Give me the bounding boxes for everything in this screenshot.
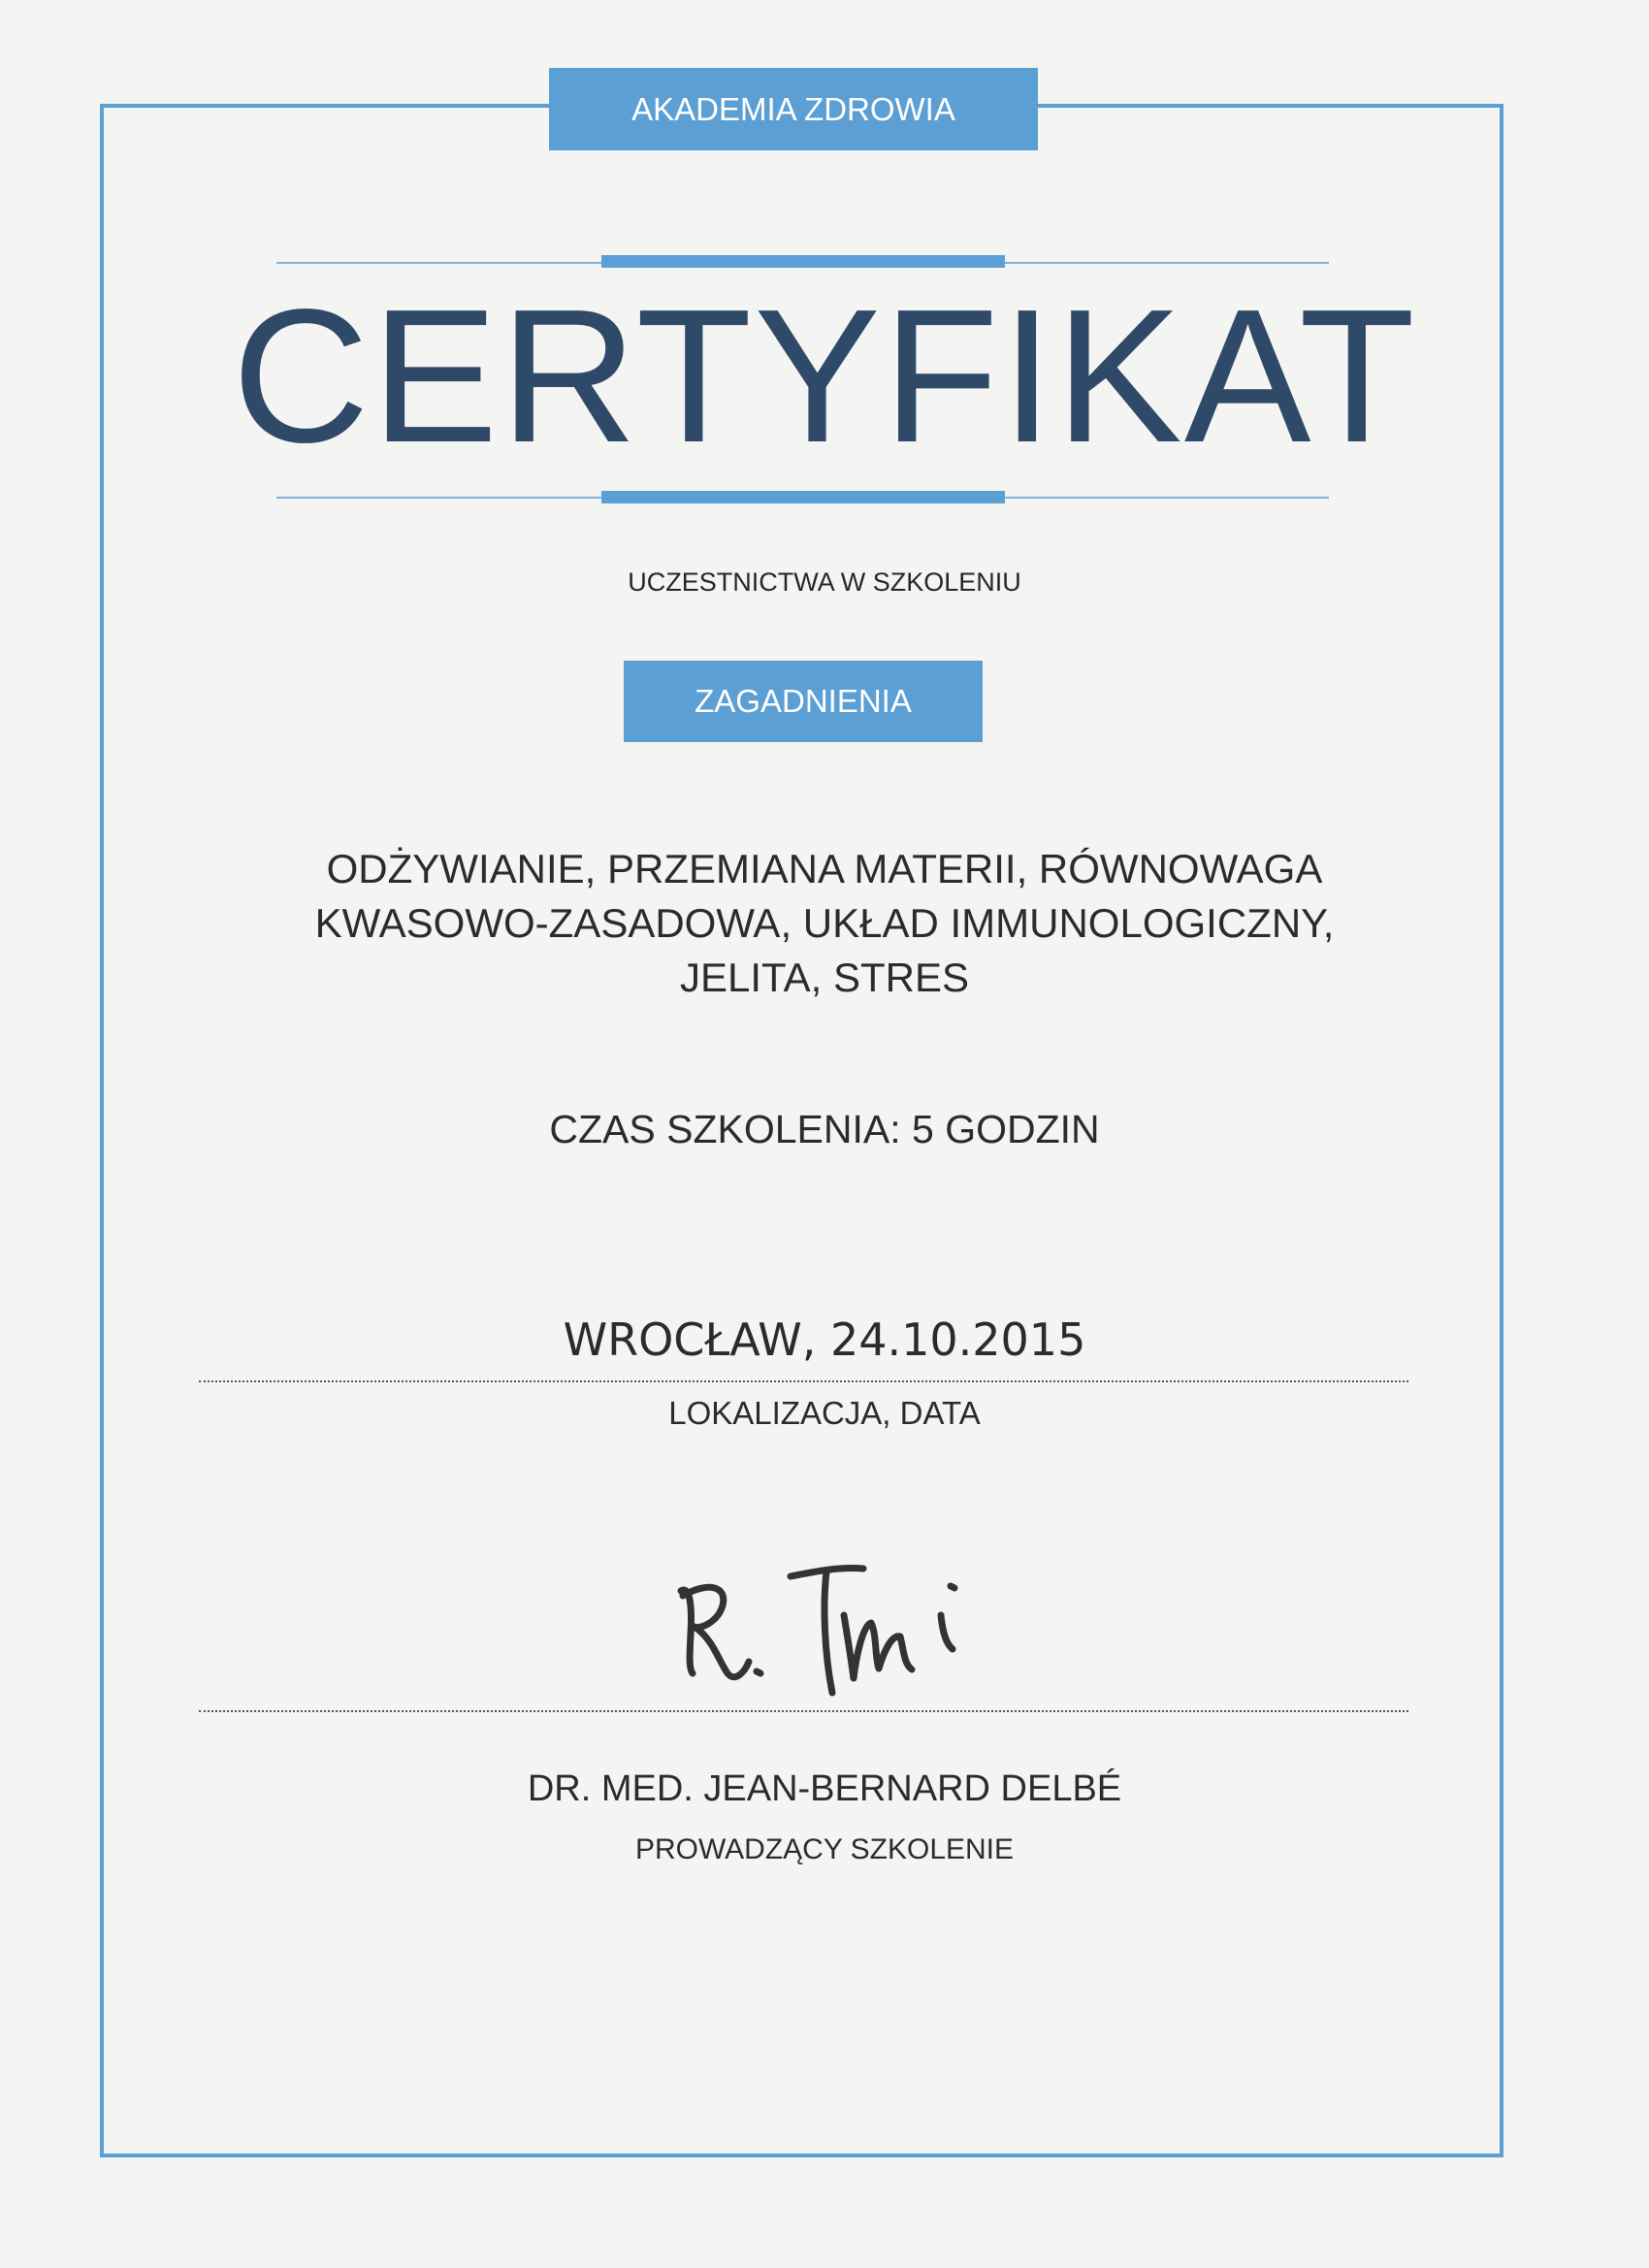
place-date-line bbox=[199, 1380, 1408, 1382]
topics-line: JELITA, STRES bbox=[680, 955, 969, 1000]
certificate-title: CERTYFIKAT bbox=[232, 270, 1417, 482]
topics-label: ZAGADNIENIA bbox=[695, 683, 912, 719]
topics-line: ODŻYWIANIE, PRZEMIANA MATERII, RÓWNOWAGA bbox=[326, 846, 1323, 891]
place-date-value: WROCŁAW, 24.10.2015 bbox=[563, 1313, 1086, 1366]
trainer-role: PROWADZĄCY SZKOLENIE bbox=[634, 1833, 1015, 1865]
title-bottom-bar bbox=[601, 491, 1005, 503]
organization-name: AKADEMIA ZDROWIA bbox=[631, 90, 955, 127]
topics-line: KWASOWO-ZASADOWA, UKŁAD IMMUNOLOGICZNY, bbox=[314, 900, 1335, 946]
training-duration: CZAS SZKOLENIA: 5 GODZIN bbox=[549, 1107, 1100, 1151]
place-date-caption: LOKALIZACJA, DATA bbox=[668, 1395, 981, 1431]
organization-banner bbox=[549, 68, 1038, 150]
topics-list bbox=[0, 842, 1649, 1005]
signature-line bbox=[199, 1710, 1408, 1712]
signature-image bbox=[660, 1547, 999, 1712]
trainer-name: DR. MED. JEAN-BERNARD DELBÉ bbox=[527, 1768, 1122, 1809]
topics-banner bbox=[624, 661, 983, 742]
title-top-bar bbox=[601, 255, 1005, 268]
certificate-subtitle: UCZESTNICTWA W SZKOLENIU bbox=[628, 567, 1021, 597]
